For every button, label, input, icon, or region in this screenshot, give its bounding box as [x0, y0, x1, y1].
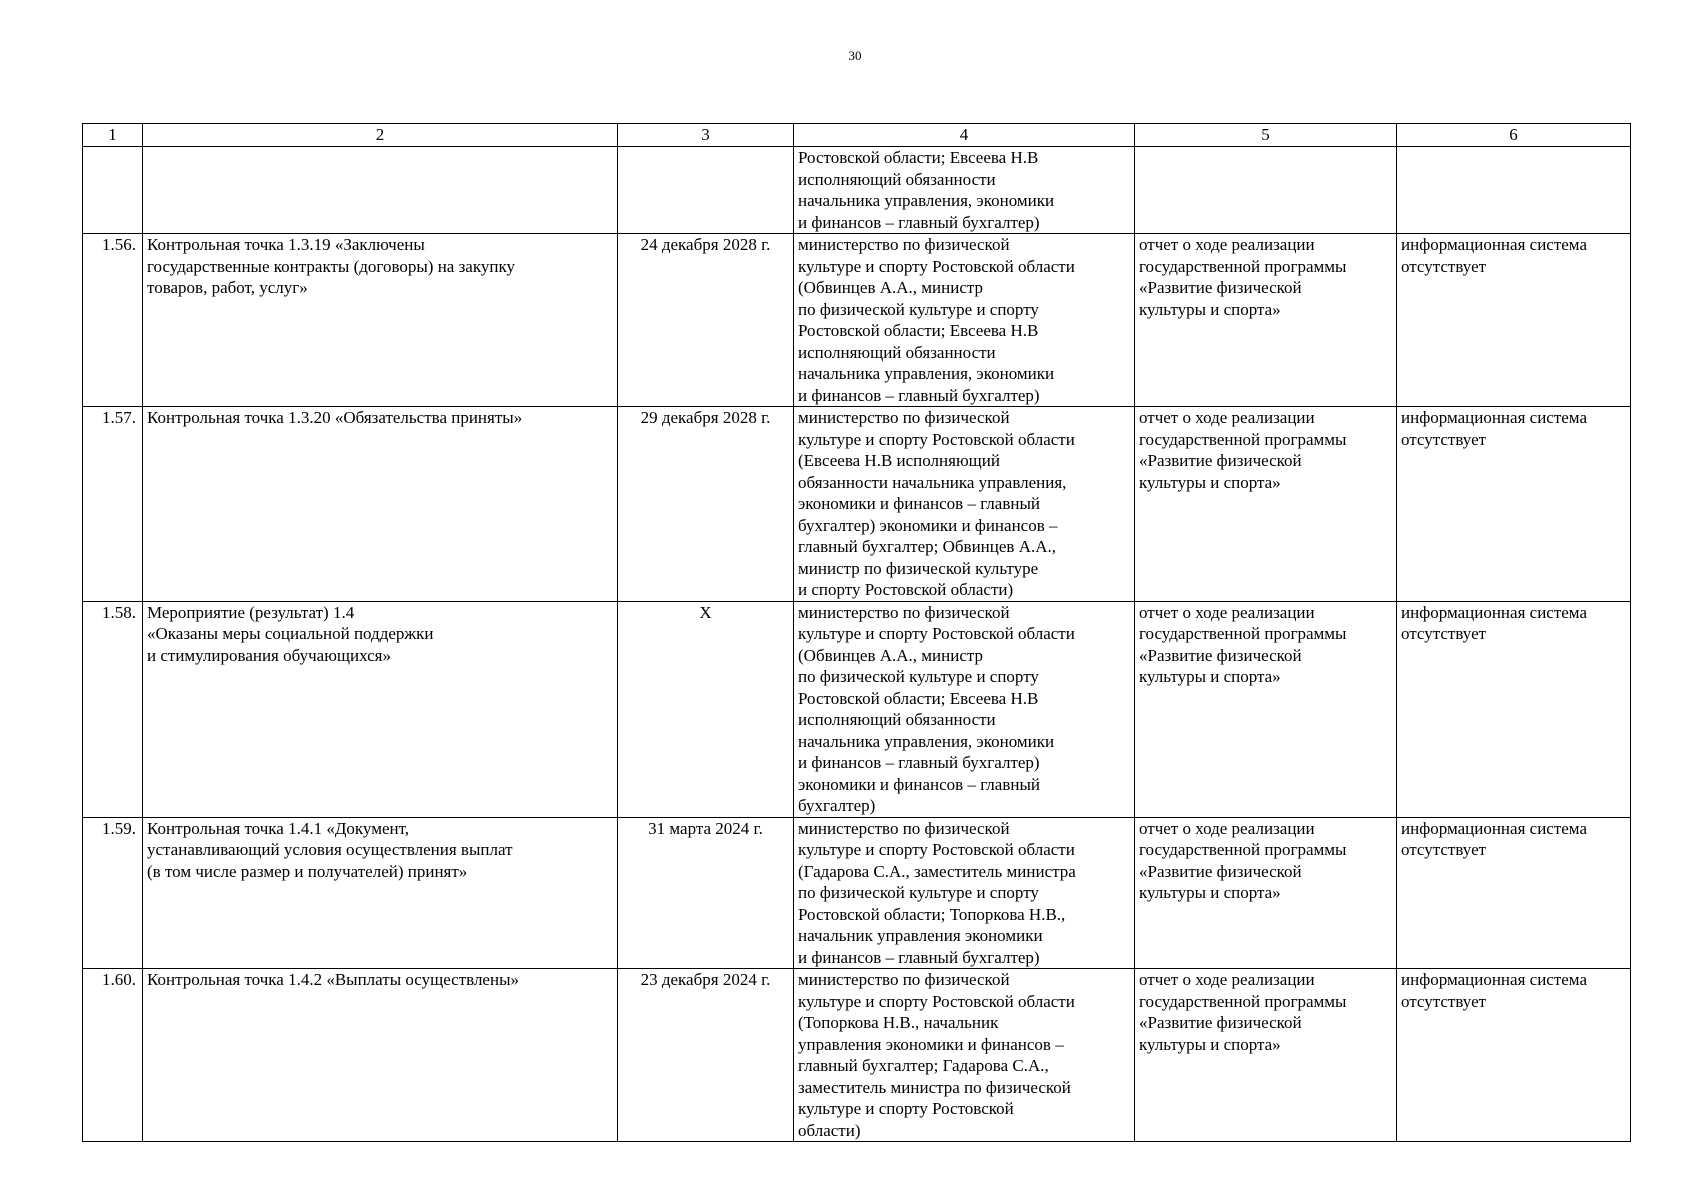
row-number: 1.56. — [83, 234, 143, 407]
table-row — [83, 969, 1631, 1142]
row-number — [83, 147, 143, 234]
column-header: 6 — [1397, 124, 1631, 147]
row-number: 1.59. — [83, 817, 143, 969]
column-header: 5 — [1135, 124, 1397, 147]
row-responsible: министерство по физической культуре и спорту Ростовской области (Обвинцев А.А., министр по физической культуре и спорту Ростовской области; Евсеева Н.В исполняющий обязанности начальника управления, экономики и финансов – главный бухгалтер) экономики и финансов – главный бухгалтер) — [794, 601, 1135, 817]
row-system — [1397, 147, 1631, 234]
row-date — [618, 147, 794, 234]
row-document: отчет о ходе реализации государственной программы «Развитие физической культуры и спорта» — [1135, 234, 1397, 407]
row-date: 29 декабря 2028 г. — [618, 407, 794, 602]
row-date: 23 декабря 2024 г. — [618, 969, 794, 1142]
row-responsible: министерство по физической культуре и спорту Ростовской области (Топоркова Н.В., начальник управления экономики и финансов – главный бухгалтер; Гадарова С.А., заместитель министра по физической культуре и спорту Ростовской области) — [794, 969, 1135, 1142]
row-responsible: министерство по физической культуре и спорту Ростовской области (Евсеева Н.В исполняющий обязанности начальника управления, экономики и финансов – главный бухгалтер) экономики и финансов – главный бухгалтер; Обвинцев А.А., министр по физической культуре и спорту Ростовской области) — [794, 407, 1135, 602]
row-responsible: министерство по физической культуре и спорту Ростовской области (Гадарова С.А., заместитель министра по физической культуре и спорту Ростовской области; Топоркова Н.В., начальник управления экономики и финансов – главный бухгалтер) — [794, 817, 1135, 969]
row-document: отчет о ходе реализации государственной программы «Развитие физической культуры и спорта» — [1135, 817, 1397, 969]
table-row — [83, 407, 1631, 602]
row-system: информационная система отсутствует — [1397, 601, 1631, 817]
row-number: 1.60. — [83, 969, 143, 1142]
page-number: 30 — [848, 48, 862, 63]
row-system: информационная система отсутствует — [1397, 817, 1631, 969]
column-header: 4 — [794, 124, 1135, 147]
table-row — [83, 147, 1631, 234]
row-name: Контрольная точка 1.3.20 «Обязательства приняты» — [143, 407, 618, 602]
row-date: 24 декабря 2028 г. — [618, 234, 794, 407]
row-number: 1.58. — [83, 601, 143, 817]
table-row — [83, 234, 1631, 407]
row-name: Мероприятие (результат) 1.4 «Оказаны меры социальной поддержки и стимулирования обучающихся» — [143, 601, 618, 817]
row-responsible: министерство по физической культуре и спорту Ростовской области (Обвинцев А.А., министр по физической культуре и спорту Ростовской области; Евсеева Н.В исполняющий обязанности начальника управления, экономики и финансов – главный бухгалтер) — [794, 234, 1135, 407]
row-name — [143, 147, 618, 234]
column-header: 1 — [83, 124, 143, 147]
row-number: 1.57. — [83, 407, 143, 602]
row-document — [1135, 147, 1397, 234]
row-system: информационная система отсутствует — [1397, 407, 1631, 602]
row-name: Контрольная точка 1.4.2 «Выплаты осуществлены» — [143, 969, 618, 1142]
row-document: отчет о ходе реализации государственной программы «Развитие физической культуры и спорта» — [1135, 407, 1397, 602]
header-row — [83, 124, 1631, 147]
table-row — [83, 817, 1631, 969]
row-date: 31 марта 2024 г. — [618, 817, 794, 969]
row-document: отчет о ходе реализации государственной программы «Развитие физической культуры и спорта» — [1135, 601, 1397, 817]
plan-table — [82, 123, 1631, 1142]
column-header: 3 — [618, 124, 794, 147]
table-row — [83, 601, 1631, 817]
row-name: Контрольная точка 1.3.19 «Заключены государственные контракты (договоры) на закупку товаров, работ, услуг» — [143, 234, 618, 407]
row-system: информационная система отсутствует — [1397, 969, 1631, 1142]
column-header: 2 — [143, 124, 618, 147]
row-name: Контрольная точка 1.4.1 «Документ, устанавливающий условия осуществления выплат (в том числе размер и получателей) принят» — [143, 817, 618, 969]
row-system: информационная система отсутствует — [1397, 234, 1631, 407]
row-document: отчет о ходе реализации государственной программы «Развитие физической культуры и спорта» — [1135, 969, 1397, 1142]
row-date: Х — [618, 601, 794, 817]
row-responsible: Ростовской области; Евсеева Н.В исполняющий обязанности начальника управления, экономики и финансов – главный бухгалтер) — [794, 147, 1135, 234]
